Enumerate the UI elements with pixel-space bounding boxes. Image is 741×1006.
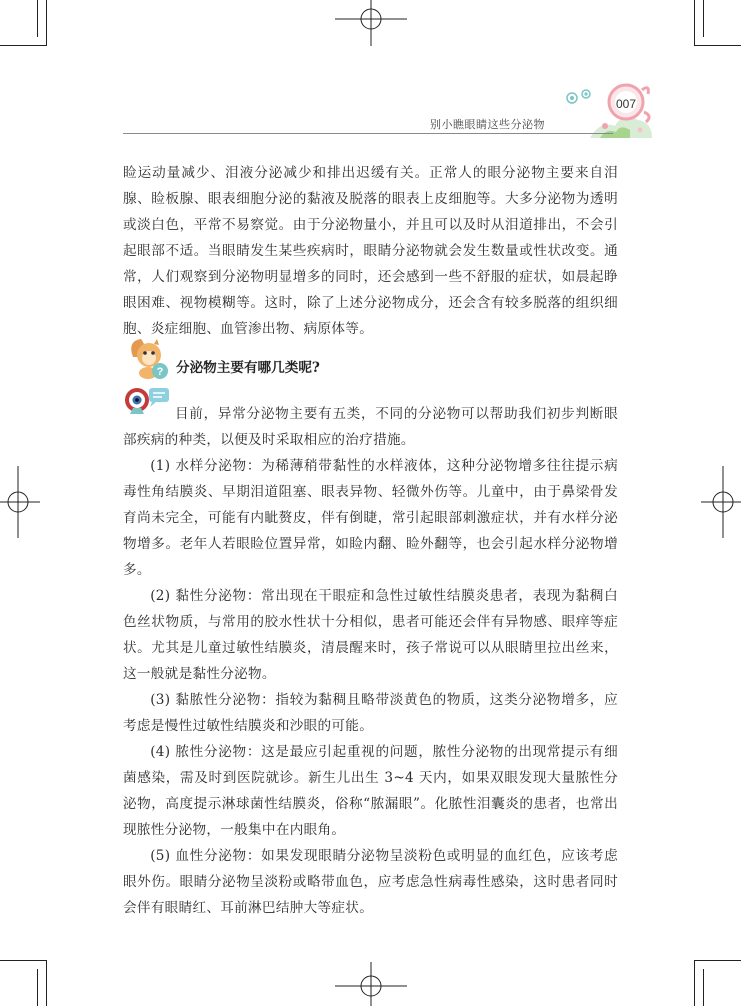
- squirrel-question-icon: [127, 335, 171, 381]
- running-title: 别小瞧眼睛这些分泌物: [430, 118, 545, 131]
- list-item-mucopurulent: (3) 黏脓性分泌物：指较为黏稠且略带淡黄色的物质，这类分泌物增多，应考虑是慢性过敏性结膜炎和沙眼的可能。: [123, 692, 618, 734]
- registration-mark-left: [0, 466, 40, 538]
- intro-paragraph: 睑运动量减少、泪液分泌减少和排出迟缓有关。正常人的眼分泌物主要来自泪腺、睑板腺、眼表细胞分泌的黏液及脱落的眼表上皮细胞等。大多分泌物为透明或淡白色，平常不易察觉。由于分泌物量小，并且可以及时从泪道排出，不会引起眼部不适。当眼睛发生某些疾病时，眼睛分泌物就会发生数量或性状改变。通常，人们观察到分泌物明显增多的同时，还会感到一些不舒服的症状，如晨起睁眼困难、视物模糊等。这时，除了上述分泌物成分，还会含有较多脱落的组织细胞、炎症细胞、血管渗出物、病原体等。: [123, 165, 618, 337]
- answer-lead: 目前，异常分泌物主要有五类，不同的分泌物可以帮助我们初步判断眼部疾病的种类，以便及时采取相应的治疗措施。: [123, 406, 618, 448]
- list-item-mucous: (2) 黏性分泌物：常出现在干眼症和急性过敏性结膜炎患者，表现为黏稠白色丝状物质，与常用的胶水性状十分相似，患者可能还会伴有异物感、眼痒等症状。尤其是儿童过敏性结膜炎，清晨醒来时，孩子常说可以从眼睛里拉出丝来，这一般就是黏性分泌物。: [123, 588, 618, 682]
- page-number: 007: [615, 97, 637, 111]
- body-text: [123, 160, 618, 342]
- registration-mark-top: [335, 0, 407, 46]
- list-item-purulent: (4) 脓性分泌物：这是最应引起重视的问题，脓性分泌物的出现常提示有细菌感染，需及时到医院就诊。新生儿出生 3~4 天内，如果双眼发现大量脓性分泌物，高度提示淋球菌性结膜炎，俗称“脓漏眼”。化脓性泪囊炎的患者，也常出现脓性分泌物，一般集中在内眼角。: [123, 744, 618, 838]
- registration-mark-bottom: [335, 962, 407, 1006]
- answer-section: [123, 401, 618, 921]
- list-item-watery: (1) 水样分泌物：为稀薄稍带黏性的水样液体，这种分泌物增多往往提示病毒性角结膜炎、早期泪道阻塞、眼表异物、轻微外伤等。儿童中，由于鼻梁骨发育尚未完全，可能有内眦赘皮，伴有倒睫，常引起眼部刺激症状，并有水样分泌物增多。老年人若眼睑位置异常，如睑内翻、睑外翻等，也会引起水样分泌物增多。: [123, 458, 618, 578]
- list-item-bloody: (5) 血性分泌物：如果发现眼睛分泌物呈淡粉色或明显的血红色，应该考虑眼外伤。眼睛分泌物呈淡粉或略带血色，应考虑急性病毒性感染，这时患者同时会伴有眼睛红、耳前淋巴结肿大等症状。: [123, 848, 618, 916]
- question-heading: 分泌物主要有哪几类呢?: [176, 360, 320, 376]
- svg-text:?: ?: [156, 366, 164, 378]
- header-rule: [123, 133, 613, 134]
- registration-mark-right: [701, 466, 741, 538]
